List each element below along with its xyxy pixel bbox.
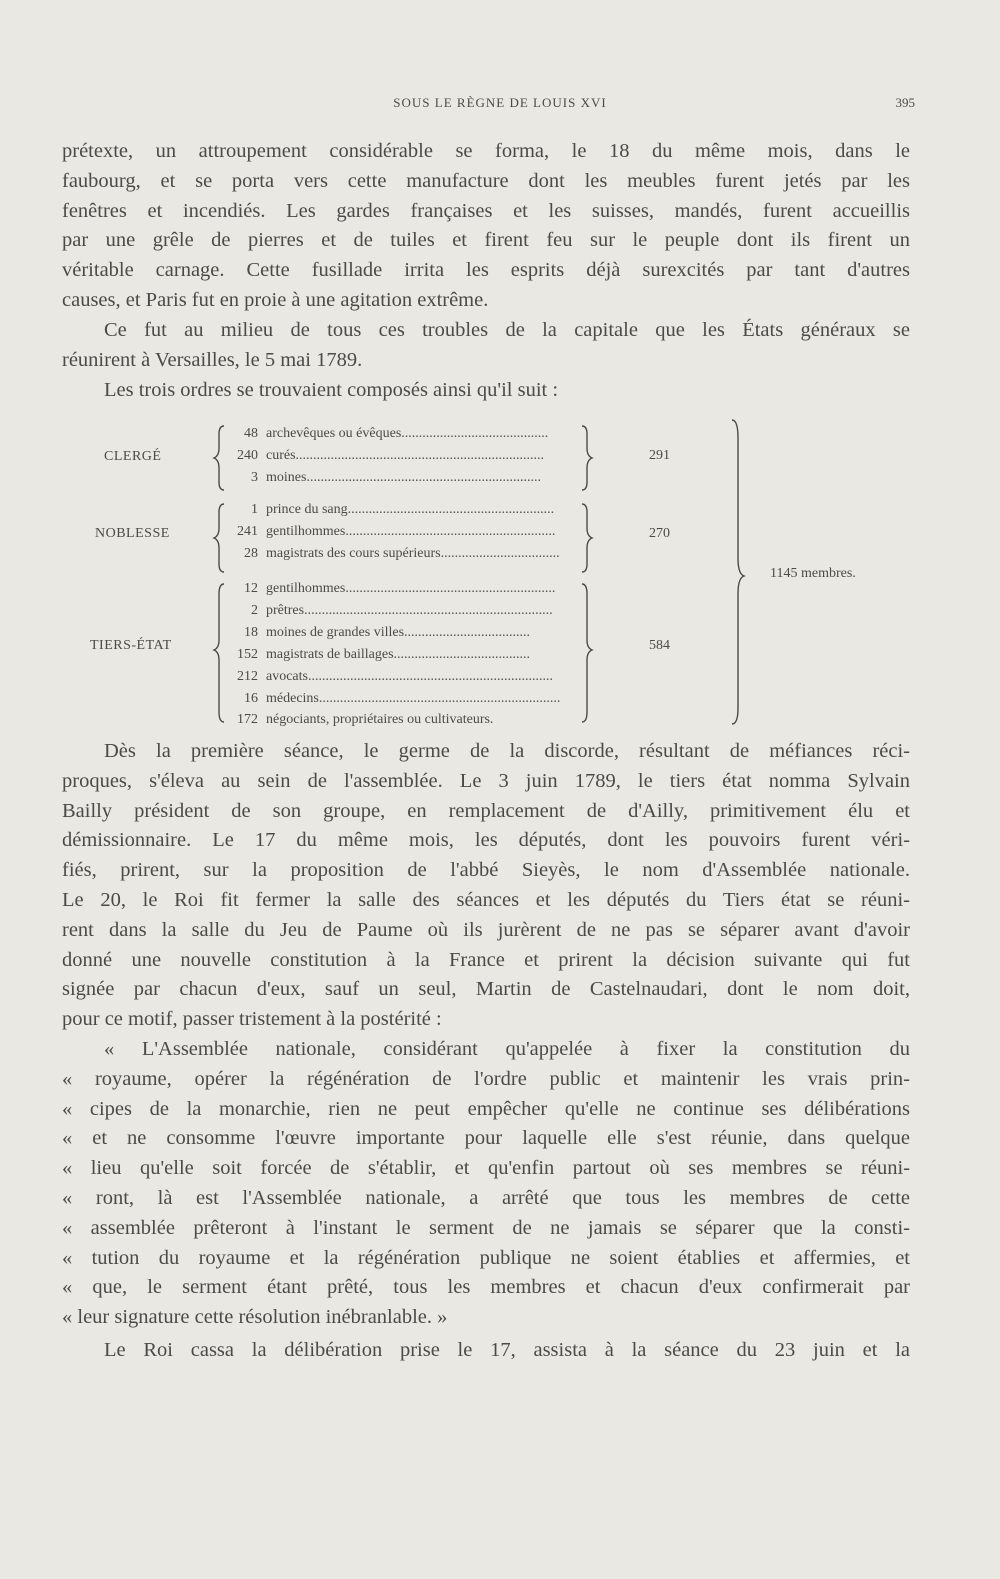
text-line: véritable carnage. Cette fusillade irrita les esprits déjà surexcités par tant d'autres	[62, 259, 910, 282]
text-line: par une grêle de pierres et de tuiles et firent feu sur le peuple dont ils firent un	[62, 229, 910, 252]
text-line: réunirent à Versailles, le 5 mai 1789.	[62, 348, 363, 371]
text-line: prétexte, un attroupement considérable se forma, le 18 du même mois, dans le	[62, 140, 910, 162]
table-row: 152 magistrats de baillages.......................................	[237, 647, 531, 662]
order-label-clerge: CLERGÉ	[104, 449, 162, 464]
text-line: donné une nouvelle constitution à la France et prirent la décision suivante qui fut	[62, 948, 910, 971]
table-row: 212 avocats......................................................................	[237, 669, 553, 684]
text-line: faubourg, et se porta vers cette manufacture dont les meubles furent jetés par les	[62, 169, 910, 192]
paragraph-1	[62, 137, 910, 316]
table-row: 16 médecins.....................................................................	[244, 691, 561, 706]
quote-line: « lieu qu'elle soit forcée de s'établir, et qu'enfin partout où ses membres se réuni-	[62, 1157, 910, 1180]
quote-line: « que, le serment étant prêté, tous les membres et chacun d'eux confirmerait par	[62, 1276, 910, 1299]
quote-line: « royaume, opérer la régénération de l'ordre public et maintenir les vrais prin-	[62, 1067, 910, 1090]
estates-table	[0, 418, 1000, 728]
text-line: signée par chacun d'eux, sauf un seul, Martin de Castelnaudari, dont le nom doit,	[62, 978, 910, 1001]
right-brace-clerge	[582, 426, 592, 490]
right-brace-noblesse	[582, 504, 592, 572]
table-row: 240 curés.......................................................................	[237, 448, 545, 463]
total-noblesse: 270	[649, 526, 670, 541]
table-row: 2 prêtres.......................................................................	[251, 603, 553, 618]
text-line: rent dans la salle du Jeu de Paume où ils jurèrent de ne pas se séparer avant d'avoir	[62, 918, 910, 941]
table-row: 241 gentilhommes............................................................	[237, 524, 556, 539]
quote-line: « leur signature cette résolution inébranlable. »	[62, 1306, 448, 1329]
paragraph-5	[62, 1336, 910, 1366]
text-line: causes, et Paris fut en proie à une agitation extrême.	[62, 288, 489, 311]
quote-line: « assemblée prêteront à l'instant le serment de ne jamais se séparer que la consti-	[62, 1216, 910, 1239]
text-line: fenêtres et incendiés. Les gardes françaises et les suisses, mandés, furent accueillis	[62, 199, 910, 222]
quote-line: « L'Assemblée nationale, considérant qu'appelée à fixer la constitution du	[104, 1038, 910, 1060]
right-brace-tiers	[582, 584, 592, 722]
quote-line: « cipes de la monarchie, rien ne peut empêcher qu'elle ne continue ses délibérations	[62, 1097, 910, 1120]
paragraph-2	[62, 316, 910, 376]
text-line: Le Roi cassa la délibération prise le 17, assista à la séance du 23 juin et la	[104, 1339, 910, 1361]
paragraph-4	[62, 737, 910, 1035]
page-header	[0, 93, 1000, 117]
table-row: 28 magistrats des cours supérieurs..................................	[244, 546, 560, 561]
text-line: Bailly président de son groupe, en remplacement de d'Ailly, primitivement élu et	[62, 799, 910, 822]
total-tiers: 584	[649, 638, 670, 653]
text-line: Ce fut au milieu de tous ces troubles de la capitale que les États généraux se	[104, 319, 910, 341]
text-line: Les trois ordres se trouvaient composés ainsi qu'il suit :	[104, 379, 559, 401]
quote-line: « et ne consomme l'œuvre importante pour laquelle elle s'est réunie, dans quelque	[62, 1127, 910, 1150]
order-label-tiers: TIERS-ÉTAT	[90, 638, 172, 653]
quote-line: « ront, là est l'Assemblée nationale, a arrêté que tous les membres de cette	[62, 1186, 910, 1209]
text-line: Le 20, le Roi fit fermer la salle des séances et les députés du Tiers état se réuni-	[62, 888, 910, 911]
table-row: 12 gentilhommes............................................................	[244, 581, 556, 596]
table-row: 48 archevêques ou évêques..........................................	[244, 426, 549, 441]
table-row: 1 prince du sang...........................................................	[251, 502, 555, 517]
text-line: proques, s'éleva au sein de l'assemblée. Le 3 juin 1789, le tiers état nomma Sylvain	[62, 769, 910, 792]
left-brace-tiers	[214, 584, 224, 722]
table-row: 18 moines de grandes villes....................................	[244, 625, 531, 640]
running-head: SOUS LE RÈGNE DE LOUIS XVI	[393, 95, 607, 110]
table-row: 3 moines...................................................................	[251, 470, 541, 485]
text-line: fiés, prirent, sur la proposition de l'abbé Sieyès, le nom d'Assemblée nationale.	[62, 859, 910, 882]
quotation	[62, 1035, 910, 1333]
table-row: 172 négociants, propriétaires ou cultivateurs.	[237, 712, 494, 727]
text-line: Dès la première séance, le germe de la discorde, résultant de méfiances réci-	[104, 740, 910, 762]
grand-total: 1145 membres.	[770, 566, 856, 581]
text-line: démissionnaire. Le 17 du même mois, les députés, dont les pouvoirs furent véri-	[62, 829, 910, 852]
total-clerge: 291	[649, 448, 670, 463]
page-number: 395	[895, 95, 915, 110]
order-label-noblesse: NOBLESSE	[95, 526, 170, 541]
big-brace	[732, 420, 744, 724]
text-line: pour ce motif, passer tristement à la postérité :	[62, 1008, 442, 1031]
left-brace-clerge	[214, 426, 224, 490]
quote-line: « tution du royaume et la régénération publique ne soient établies et affermies, et	[62, 1246, 910, 1269]
paragraph-3	[62, 376, 910, 406]
left-brace-noblesse	[214, 504, 224, 572]
